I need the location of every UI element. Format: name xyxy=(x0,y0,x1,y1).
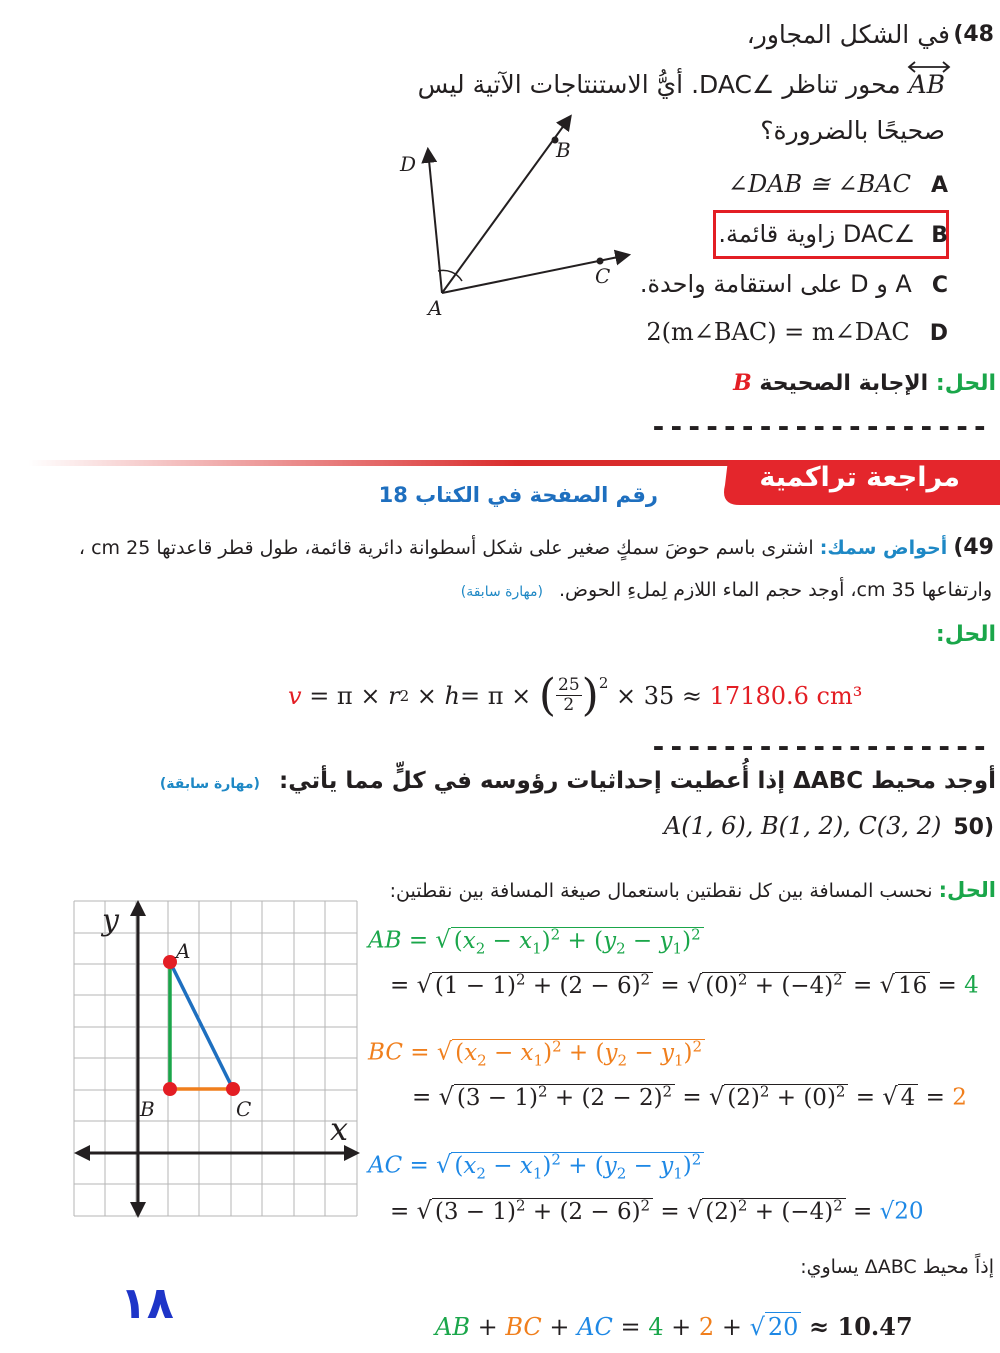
banner-page-ref: رقم الصفحة في الكتاب 18 xyxy=(378,483,658,507)
q49-line2 xyxy=(461,579,992,601)
option-d-letter: D xyxy=(929,321,948,346)
option-c-letter: C xyxy=(931,273,948,298)
page-number: ١٨ xyxy=(120,1278,174,1329)
vertex-c xyxy=(226,1082,240,1096)
angle-figure xyxy=(390,105,640,325)
ac-result: √20 xyxy=(879,1198,924,1225)
q49-line1 xyxy=(79,535,994,560)
q49-text-1: اشترى باسم حوضَ سمكٍ صغير على شكل أسطوانة دائرية قائمة، طول قطر قاعدتها 25 cm ، xyxy=(78,537,814,559)
q50-solution-line xyxy=(390,878,996,902)
svg-text:x: x xyxy=(330,1110,349,1148)
q48-line3: صحيحًا بالضرورة؟ xyxy=(760,116,945,145)
q48-solution-label: الحل: xyxy=(935,371,996,396)
formula-ac-general: AC = √ $(x_2 - x_1)^2 + (y_2 - y_1)^2$ xyxy=(368,1150,704,1182)
perimeter-result: ≈ 10.47 xyxy=(809,1312,913,1341)
svg-text:C: C xyxy=(236,1097,252,1121)
perimeter-intro: إذاً محيط ΔABC يساوي: xyxy=(800,1256,994,1278)
segment-ac xyxy=(170,962,233,1089)
formula-bc-calc: = √ $(3 - 1)^2 + (2 - 2)^2$ = √ $(2)^2 + (0)^2$ = √ 4 = 2 xyxy=(412,1082,967,1111)
svg-text:A: A xyxy=(428,296,443,320)
q48-line2: AB محور تناظر ∠DAC. أيُّ الاستنتاجات الآتية ليس xyxy=(418,70,945,99)
q49-number: 49) xyxy=(953,535,994,560)
banner-stripe xyxy=(28,460,728,466)
q48-number: 48) xyxy=(953,22,994,47)
svg-text:D: D xyxy=(400,152,417,176)
ray-ab-line xyxy=(442,117,570,293)
q50-instruction-line xyxy=(160,768,996,794)
q50-solution-text: نحسب المسافة بين كل نقطتين باستعمال صيغة المسافة بين نقطتين: xyxy=(389,880,933,902)
formula-ab-general: AB = √ $(x_2 - x_1)^2 + (y_2 - y_1)^2$ xyxy=(368,925,704,957)
q48-solution-text: الإجابة الصحيحة xyxy=(759,371,929,396)
option-a-letter: A xyxy=(930,173,948,198)
ray-ab: AB xyxy=(909,70,945,99)
q48-solution-answer: B xyxy=(733,370,752,396)
q49-skill-badge: (مهارة سابقة) xyxy=(460,584,543,600)
q50-instruction: أوجد محيط ΔABC إذا أُعطيت إحداثيات رؤوسه في كلٍّ مما يأتي: xyxy=(279,768,996,794)
ray-ad xyxy=(428,150,442,293)
q49-text-2: وارتفاعها 35 cm، أوجد حجم الماء اللازم لِملءِ الحوض. xyxy=(558,579,992,601)
option-d-text: 2(m∠BAC) = m∠DAC xyxy=(646,318,910,346)
separator-2: ------------------- xyxy=(650,730,990,763)
q50-points: A(1, 6), B(1, 2), C(3, 2) xyxy=(663,812,942,840)
svg-text:C: C xyxy=(595,264,611,288)
option-d[interactable] xyxy=(646,318,948,346)
option-b[interactable] xyxy=(718,220,948,248)
formula-bc-general: BC = √ $(x_2 - x_1)^2 + (y_2 - y_1)^2$ xyxy=(368,1037,705,1069)
option-c-text: A و D على استقامة واحدة. xyxy=(639,270,912,298)
q48-solution xyxy=(733,370,996,396)
perimeter-formula: AB + BC + AC = 4 + 2 + √ 20 ≈ 10.47 xyxy=(435,1312,913,1341)
q48-line1: في الشكل المجاور، xyxy=(746,20,950,49)
q50-number: 50) xyxy=(953,815,994,840)
q49-formula: v = π × r 2 × h = π × ( 25 2 ) $^2$ × 35 ≈ 17180.6 cm³ xyxy=(288,670,863,721)
q49-solution-label: الحل: xyxy=(935,622,996,647)
option-c[interactable] xyxy=(640,270,948,298)
q50-solution-label: الحل: xyxy=(938,878,996,902)
formula-ab-calc: = √ $(1 - 1)^2 + (2 - 6)^2$ = √ $(0)^2 + (-4)^2$ = √ 16 = 4 xyxy=(390,970,979,999)
option-b-text: ∠DAC زاوية قائمة. xyxy=(718,220,916,248)
svg-text:A: A xyxy=(176,939,191,963)
vertex-a xyxy=(163,955,177,969)
point-d xyxy=(427,156,434,163)
bc-result: 2 xyxy=(952,1084,967,1111)
option-a-text: ∠DAB ≅ ∠BAC xyxy=(727,170,911,198)
ab-result: 4 xyxy=(964,972,979,999)
svg-text:B: B xyxy=(556,138,571,162)
vertex-b xyxy=(163,1082,177,1096)
coordinate-graph xyxy=(72,898,362,1220)
formula-ac-calc: = √ $(3 - 1)^2 + (2 - 6)^2$ = √ $(2)^2 + (-4)^2 = √20$ xyxy=(390,1196,924,1225)
banner-title: مراجعة تراكمية xyxy=(759,462,960,493)
option-a[interactable] xyxy=(728,170,948,198)
q49-result: 17180.6 cm³ xyxy=(709,681,863,710)
separator-1: ------------------- xyxy=(650,410,990,443)
option-b-letter: B xyxy=(931,223,948,248)
q49-topic: أحواض سمك: xyxy=(819,537,948,559)
svg-text:B: B xyxy=(140,1097,155,1121)
grid xyxy=(74,901,357,1216)
q50-skill-badge: (مهارة سابقة) xyxy=(159,776,260,792)
svg-text:y: y xyxy=(102,903,119,938)
q50-points-line xyxy=(664,812,994,840)
